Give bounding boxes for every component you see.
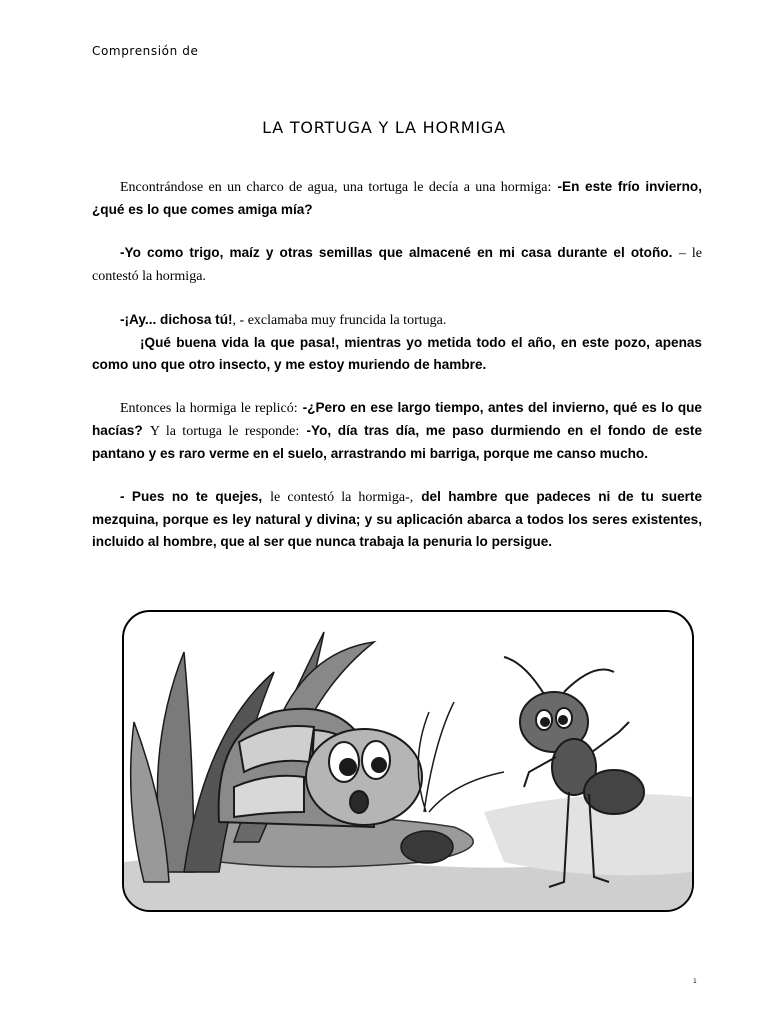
- paragraph-3: [92, 309, 702, 332]
- narration: – le contestó la hormiga.: [92, 246, 702, 284]
- narration: Y la tortuga le responde:: [149, 424, 300, 439]
- paragraph-4: [92, 332, 702, 376]
- story-body: [92, 176, 702, 574]
- paragraph-6: [92, 486, 702, 553]
- dialogue: -Yo, día tras día, me paso durmiendo en el fondo de este pantano y es raro verme en el suelo, arrastrando mi barriga, porque me canso mucho.: [92, 423, 703, 461]
- narration: le contestó la hormiga-,: [270, 490, 414, 505]
- dialogue: -¡Ay... dichosa tú!: [120, 312, 233, 327]
- page-number: 1: [693, 978, 697, 985]
- paragraph-1: [92, 176, 702, 221]
- dialogue: -¿Pero en ese largo tiempo, antes del invierno, qué es lo que hacías?: [92, 400, 702, 438]
- turtle-and-ant-illustration: [122, 610, 694, 912]
- narration: , - exclamaba muy fruncida la tortuga.: [232, 313, 447, 328]
- document-header: Comprensión de: [92, 44, 199, 58]
- illustration-drawing: [124, 612, 692, 910]
- story-title: LA TORTUGA Y LA HORMIGA: [262, 118, 506, 137]
- paragraph-5: [92, 397, 702, 465]
- dialogue: -En este frío invierno, ¿qué es lo que comes amiga mía?: [92, 179, 702, 217]
- dialogue: - Pues no te quejes,: [120, 489, 263, 504]
- dialogue: ¡Qué buena vida la que pasa!, mientras yo metida todo el año, en este pozo, apenas como uno que otro insecto, y me estoy muriendo de hambre.: [92, 335, 702, 372]
- turtle: [219, 709, 422, 827]
- dialogue: -Yo como trigo, maíz y otras semillas que almacené en mi casa durante el otoño.: [120, 245, 673, 260]
- narration: Entonces la hormiga le replicó:: [120, 401, 298, 416]
- paragraph-2: [92, 242, 702, 288]
- ground-right: [484, 794, 692, 875]
- narration: Encontrándose en un charco de agua, una tortuga le decía a una hormiga:: [120, 180, 552, 195]
- dialogue: del hambre que padeces ni de tu suerte mezquina, porque es ley natural y divina; y su aplicación abarca a todos los seres existentes, incluido al hombre, que al ser que nunca trabaja la penuria lo persigue.: [92, 489, 703, 549]
